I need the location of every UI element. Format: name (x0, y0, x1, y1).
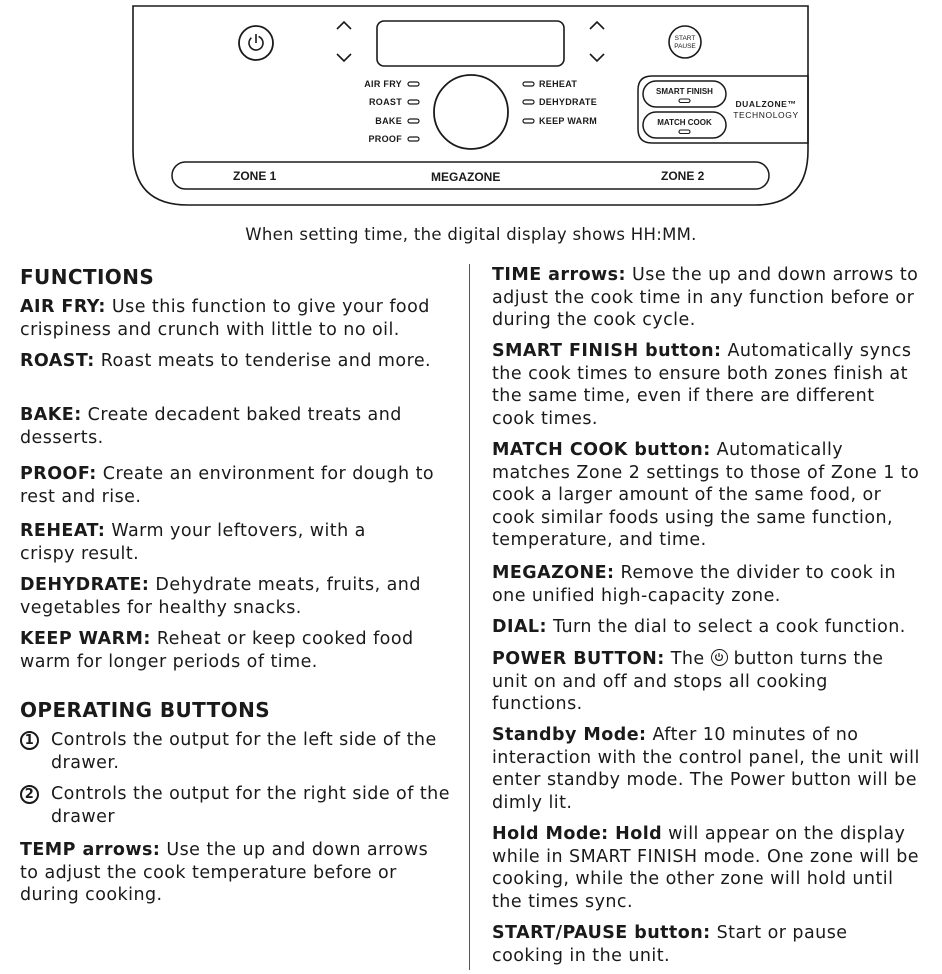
standby-mode-item: Standby Mode: After 10 minutes of no interaction with the control panel, the unit will enter standby mode. The Power button will be dimly lit. (492, 725, 920, 813)
number-2-icon: 2 (20, 785, 39, 804)
megazone-button[interactable]: MEGAZONE (431, 170, 501, 184)
smart-finish-button[interactable]: SMART FINISH (656, 87, 713, 96)
dualzone-logo: DUALZONE™ TECHNOLOGY (733, 99, 799, 120)
start-pause-item: START/PAUSE button: Start or pause cooking in the unit. (492, 923, 848, 966)
function-item-proof: PROOF: Create an environment for dough to rest and rise. (20, 464, 435, 507)
display-caption: When setting time, the digital display shows HH:MM. (245, 225, 697, 244)
function-item-keep-warm: KEEP WARM: Reheat or keep cooked food warm for longer periods of time. (20, 629, 414, 672)
zone-2-button[interactable]: ZONE 2 (661, 169, 705, 183)
control-panel-diagram (0, 0, 942, 215)
time-arrows-item: TIME arrows: Use the up and down arrows to adjust the cook time in any function before or during the cook cycle. (492, 265, 919, 330)
power-icon (711, 649, 728, 666)
bake-label: BAKE (375, 116, 402, 126)
keep-warm-label: KEEP WARM (539, 116, 598, 126)
match-cook-item: MATCH COOK button: Automatically matches Zone 2 settings to those of Zone 1 to cook a larger amount of the same food, or cook similar foods using the same function, temperature, and time. (492, 440, 920, 550)
digital-display (377, 21, 564, 66)
start-pause-button[interactable]: START PAUSE (674, 35, 696, 50)
roast-label: ROAST (369, 97, 402, 107)
dial-item: DIAL: Turn the dial to select a cook function. (492, 617, 906, 637)
hold-mode-item: Hold Mode: Hold will appear on the display while in SMART FINISH mode. One zone will be cooking, while the other zone will hold until the times sync. (492, 824, 919, 912)
temp-arrows-item: TEMP arrows: Use the up and down arrows to adjust the cook temperature before or during cooking. (20, 840, 429, 905)
dial (434, 75, 508, 149)
smart-finish-item: SMART FINISH button: Automatically syncs the cook times to ensure both zones finish at the same time, even if there are different cook times. (492, 341, 912, 429)
match-cook-button[interactable]: MATCH COOK (657, 118, 712, 127)
dehydrate-label: DEHYDRATE (539, 97, 598, 107)
temp-up-arrow (337, 22, 351, 29)
zone-1-button[interactable]: ZONE 1 (233, 169, 277, 183)
function-item-bake: BAKE: Create decadent baked treats and desserts. (20, 405, 402, 448)
air-fry-label: AIR FRY (364, 79, 402, 89)
megazone-item: MEGAZONE: Remove the divider to cook in one unified high-capacity zone. (492, 563, 897, 606)
time-up-arrow (590, 22, 604, 29)
function-item-air-fry: AIR FRY: Use this function to give your food crispiness and crunch with little to no oil. (20, 297, 430, 340)
function-item-roast: ROAST: Roast meats to tenderise and more. (20, 351, 432, 371)
operating-item-2: 2 Controls the output for the right side of the drawer (20, 783, 450, 829)
temp-down-arrow (337, 54, 351, 61)
column-divider (469, 264, 470, 970)
operating-item-1: 1 Controls the output for the left side of the drawer. (20, 729, 450, 775)
functions-heading: FUNCTIONS (20, 265, 155, 289)
reheat-label: REHEAT (539, 79, 578, 89)
number-1-icon: 1 (20, 731, 39, 750)
function-item-dehydrate: DEHYDRATE: Dehydrate meats, fruits, and vegetables for healthy snacks. (20, 575, 421, 618)
proof-label: PROOF (368, 134, 402, 144)
operating-buttons-heading: OPERATING BUTTONS (20, 698, 271, 722)
time-down-arrow (590, 54, 604, 61)
power-button-item: POWER BUTTON: The button turns the unit on and off and stops all cooking functions. (492, 649, 884, 714)
function-item-reheat: REHEAT: Warm your leftovers, with a crispy result. (20, 521, 366, 564)
